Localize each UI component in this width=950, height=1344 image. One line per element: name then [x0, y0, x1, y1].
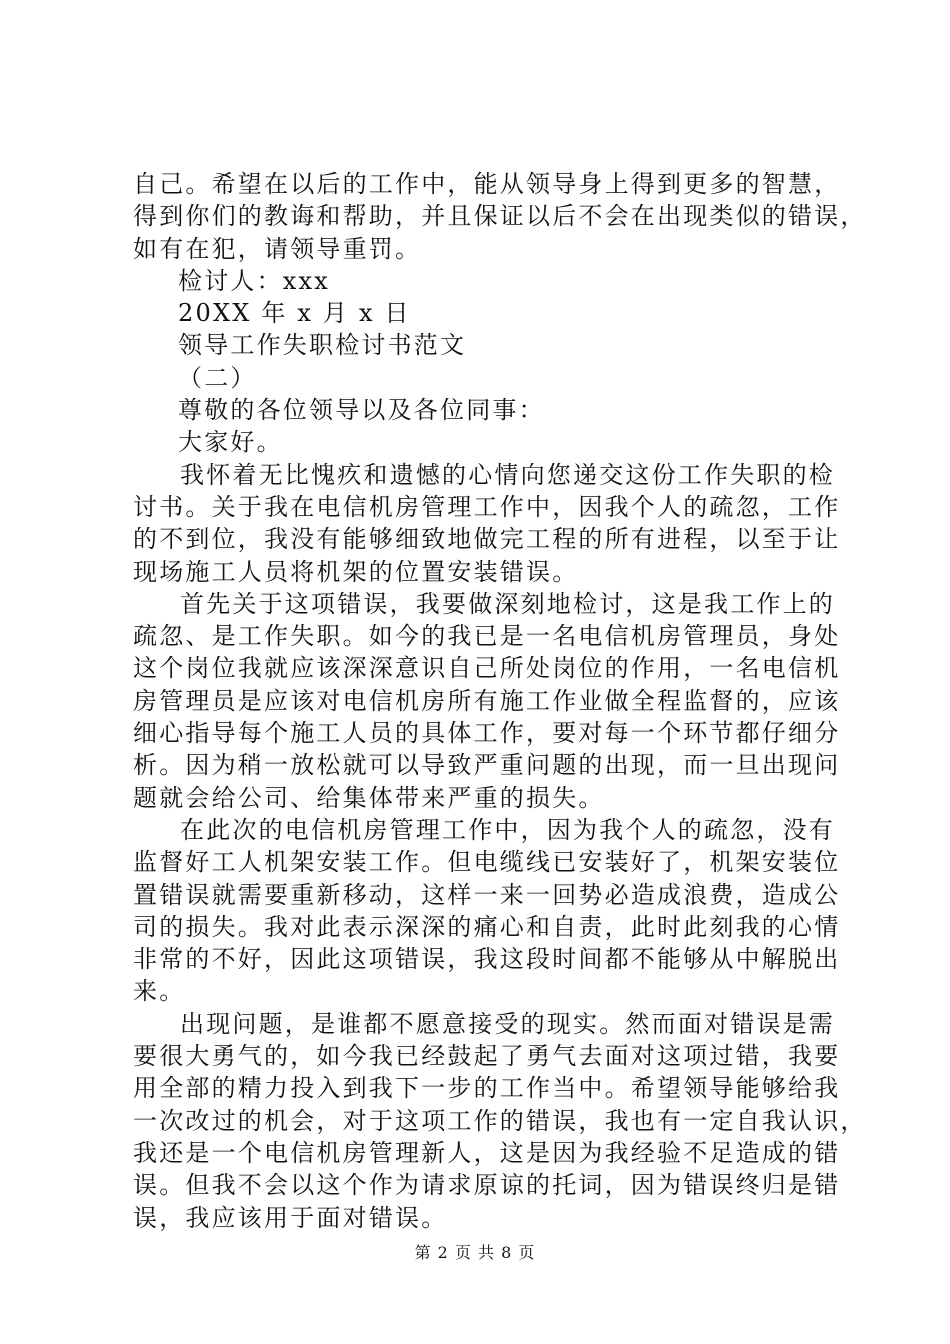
text-line: 用全部的精力投入到我下一步的工作当中。希望领导能够给我	[133, 1074, 841, 1103]
text-line: 如有在犯，请领导重罚。	[133, 234, 422, 263]
text-line: 析。因为稍一放松就可以导致严重问题的出现，而一旦出现问	[133, 751, 841, 780]
text-line: 的不到位，我没有能够细致地做完工程的所有进程，以至于让	[133, 525, 841, 554]
signature-line: 检讨人：xxx	[178, 266, 331, 295]
text-line: 一次改过的机会，对于这项工作的错误，我也有一定自我认识，	[133, 1106, 867, 1135]
date-line: 20XX 年 x 月 x 日	[178, 299, 411, 328]
text-line: 题就会给公司、给集体带来严重的损失。	[133, 783, 605, 812]
text-line: 这个岗位我就应该深深意识自己所处岗位的作用，一名电信机	[133, 654, 841, 683]
text-line: 疏忽、是工作失职。如今的我已是一名电信机房管理员，身处	[133, 622, 841, 651]
text-line: 出现问题，是谁都不愿意接受的现实。然而面对错误是需	[180, 1009, 835, 1038]
section-title: 领导工作失职检讨书范文	[178, 331, 467, 360]
text-line: 现场施工人员将机架的位置安装错误。	[133, 557, 579, 586]
text-line: 我还是一个电信机房管理新人，这是因为我经验不足造成的错	[133, 1138, 841, 1167]
text-line: 误，我应该用于面对错误。	[133, 1203, 448, 1232]
text-line: 自己。希望在以后的工作中，能从领导身上得到更多的智慧，	[133, 170, 841, 198]
text-line: 我怀着无比愧疚和遗憾的心情向您递交这份工作失职的检	[180, 460, 835, 489]
text-line: 来。	[133, 977, 186, 1006]
page-indicator: 第 2 页 共 8 页	[414, 1243, 536, 1262]
text-line: 得到你们的教诲和帮助，并且保证以后不会在出现类似的错误，	[133, 202, 867, 231]
section-number: （二）	[178, 363, 257, 392]
text-line: 要很大勇气的，如今我已经鼓起了勇气去面对这项过错，我要	[133, 1042, 841, 1071]
text-line: 细心指导每个施工人员的具体工作，要对每一个环节都仔细分	[133, 719, 841, 748]
text-line: 房管理员是应该对电信机房所有施工作业做全程监督的，应该	[133, 686, 841, 715]
text-line: 监督好工人机架安装工作。但电缆线已安装好了，机架安装位	[133, 848, 841, 877]
text-line: 置错误就需要重新移动，这样一来一回势必造成浪费，造成公	[133, 880, 841, 909]
salutation: 尊敬的各位领导以及各位同事：	[178, 396, 545, 425]
text-line: 首先关于这项错误，我要做深刻地检讨，这是我工作上的	[180, 589, 835, 618]
greeting: 大家好。	[178, 428, 283, 457]
text-line: 误。但我不会以这个作为请求原谅的托词，因为错误终归是错	[133, 1171, 841, 1200]
text-line: 讨书。关于我在电信机房管理工作中，因我个人的疏忽，工作	[133, 492, 841, 521]
text-line: 司的损失。我对此表示深深的痛心和自责，此时此刻我的心情	[133, 912, 841, 941]
document-body	[133, 168, 867, 1234]
text-line: 非常的不好，因此这项错误，我这段时间都不能够从中解脱出	[133, 945, 841, 974]
text-line: 在此次的电信机房管理工作中，因为我个人的疏忽，没有	[180, 815, 835, 844]
